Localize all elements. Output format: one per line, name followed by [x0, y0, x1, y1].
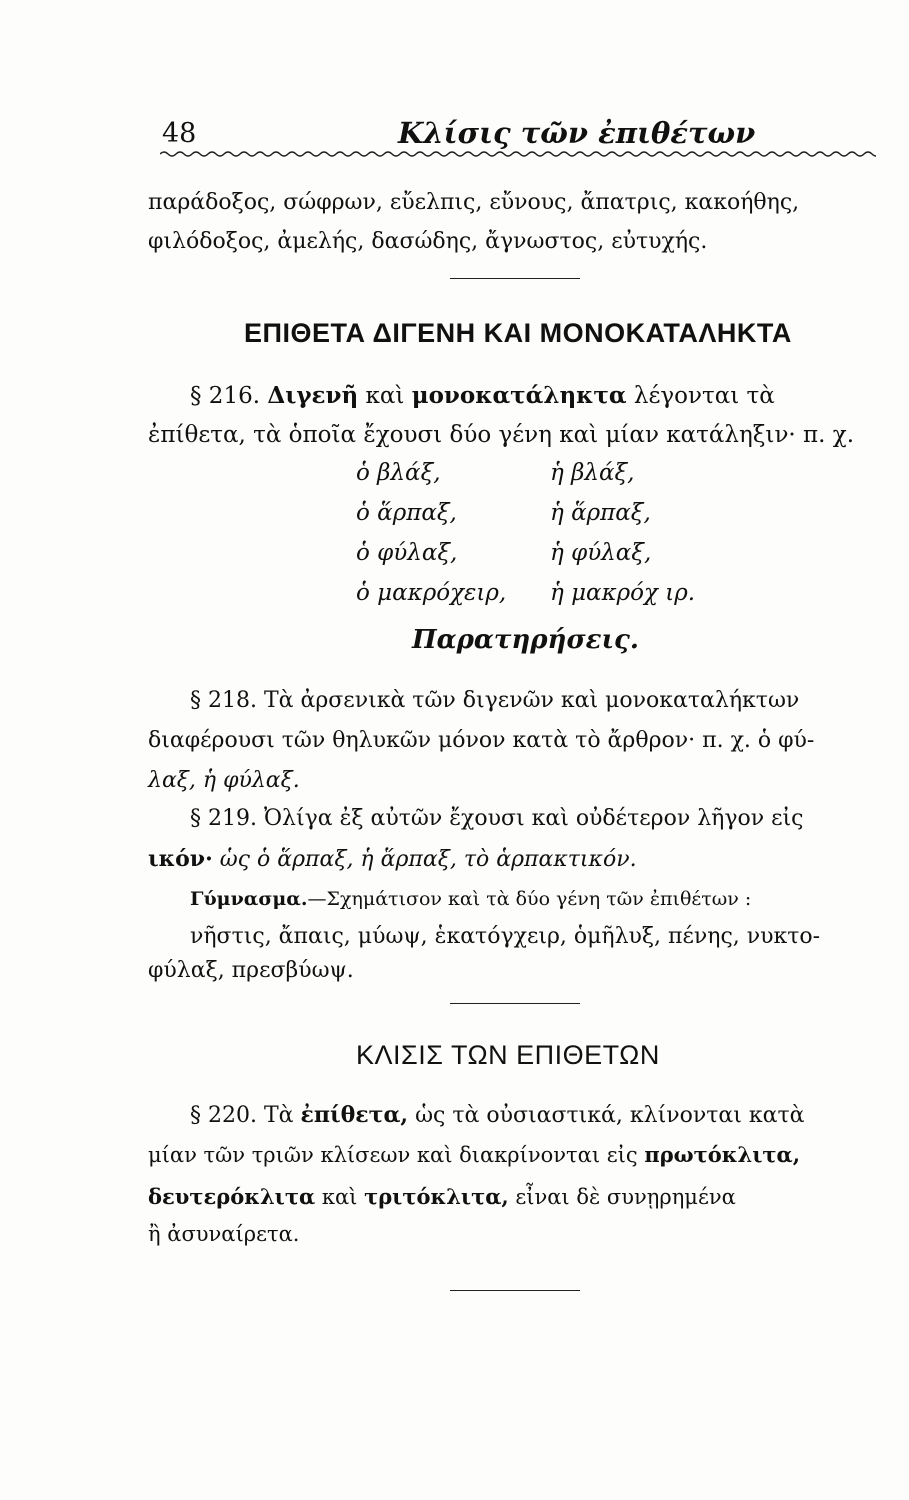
exercise-label: Γύμνασμα. [190, 888, 308, 910]
para-218-line-2: διαφέρουσι τῶν θηλυκῶν μόνον κατὰ τὸ ἄρθρον· π. χ. ὁ φύ- [148, 728, 815, 753]
para-220-l2a: μίαν τῶν τριῶν κλίσεων καὶ διακρίνονται εἰς [148, 1143, 638, 1167]
pair-masc-3: ὁ φύλαξ, [356, 540, 458, 566]
para-216-rest: λέγονται τὰ [633, 383, 775, 409]
ending-ikon: ικόν· [148, 846, 213, 872]
pair-fem-1: ἡ βλάξ, [550, 460, 635, 486]
section-divider-2 [450, 1003, 580, 1004]
observations-title: Παρατηρήσεις. [412, 625, 639, 655]
term-monokatalikta: μονοκατάληκτα [411, 382, 627, 409]
para-216-line-2: ἐπίθετα, τὰ ὁποῖα ἔχουσι δύο γένη καὶ μίαν κατάληξιν· π. χ. [148, 422, 855, 448]
section-heading-digeni: ΕΠΙΘΕΤΑ ΔΙΓΕΝΗ ΚΑΙ ΜΟΝΟΚΑΤΑΛΗΚΤΑ [244, 318, 792, 348]
pair-fem-4: ἡ μακρόχ ιρ. [550, 580, 696, 606]
pair-masc-4: ὁ μακρόχειρ, [356, 580, 507, 606]
para-218-line-3: λαξ, ἡ φύλαξ. [148, 768, 300, 793]
para-220-l3d: εἶναι δὲ συνῃρημένα [515, 1185, 736, 1209]
exercise-instruction: —Σχημάτισον καὶ τὰ δύο γένη τῶν ἐπιθέτων : [307, 888, 752, 910]
para-220-l3b: καὶ [321, 1185, 358, 1209]
para-219-example: ὡς ὁ ἅρπαξ, ἡ ἅρπαξ, τὸ ἁρπακτικόν. [219, 847, 637, 872]
para-216-line-1 [190, 382, 775, 409]
para-220-number: § 220. [190, 1103, 257, 1128]
exercise-line-2: νῆστις, ἄπαις, μύωψ, ἑκατόγχειρ, ὁμῆλυξ, πένης, νυκτο- [190, 924, 821, 949]
term-deuteroklita: δευτερόκλιτα [148, 1184, 316, 1209]
para-216-conj: καὶ [365, 383, 405, 409]
para-219-line-2 [148, 846, 637, 872]
term-digeni: Διγενῆ [267, 382, 359, 409]
para-220-line-3 [148, 1184, 736, 1209]
pair-fem-2: ἡ ἅρπαξ, [550, 500, 651, 526]
para-218-line-1: § 218. Τὰ ἀρσενικὰ τῶν διγενῶν καὶ μονοκαταλήκτων [190, 688, 800, 713]
intro-line-1: παράδοξος, σώφρων, εὔελπις, εὔνους, ἄπατρις, κακοήθης, [148, 190, 800, 215]
pair-masc-1: ὁ βλάξ, [356, 460, 441, 486]
term-epitheta: ἐπίθετα, [300, 1102, 409, 1128]
para-220-l1a: Τὰ [263, 1103, 294, 1128]
para-220-l1c: ὡς τὰ οὐσιαστικά, κλίνονται κατὰ [415, 1103, 805, 1128]
para-220-line-2 [148, 1142, 800, 1167]
wavy-header-rule [160, 148, 876, 160]
para-219-line-1: § 219. Ὀλίγα ἐξ αὐτῶν ἔχουσι καὶ οὐδέτερον λῆγον εἰς [190, 806, 804, 831]
para-220-line-4: ἢ ἀσυναίρετα. [148, 1222, 300, 1246]
exercise-line-3: φύλαξ, πρεσβύωψ. [148, 958, 354, 983]
term-tritoklita: τριτόκλιτα, [364, 1184, 509, 1209]
section-heading-klisis: ΚΛΙΣΙΣ ΤΩΝ ΕΠΙΘΕΤΩΝ [356, 1040, 660, 1070]
exercise-line-1 [190, 888, 751, 910]
section-divider-3 [450, 1290, 580, 1291]
running-title: Κλίσις τῶν ἐπιθέτων [398, 116, 756, 150]
pair-masc-2: ὁ ἅρπαξ, [356, 500, 457, 526]
page-number: 48 [162, 118, 197, 149]
para-220-line-1 [190, 1102, 804, 1128]
term-protoklita: πρωτόκλιτα, [644, 1142, 801, 1167]
para-216-number: § 216. [190, 383, 261, 409]
section-divider-1 [450, 278, 580, 279]
intro-line-2: φιλόδοξος, ἀμελής, δασώδης, ἄγνωστος, εὐτυχής. [148, 229, 708, 254]
pair-fem-3: ἡ φύλαξ, [550, 540, 652, 566]
